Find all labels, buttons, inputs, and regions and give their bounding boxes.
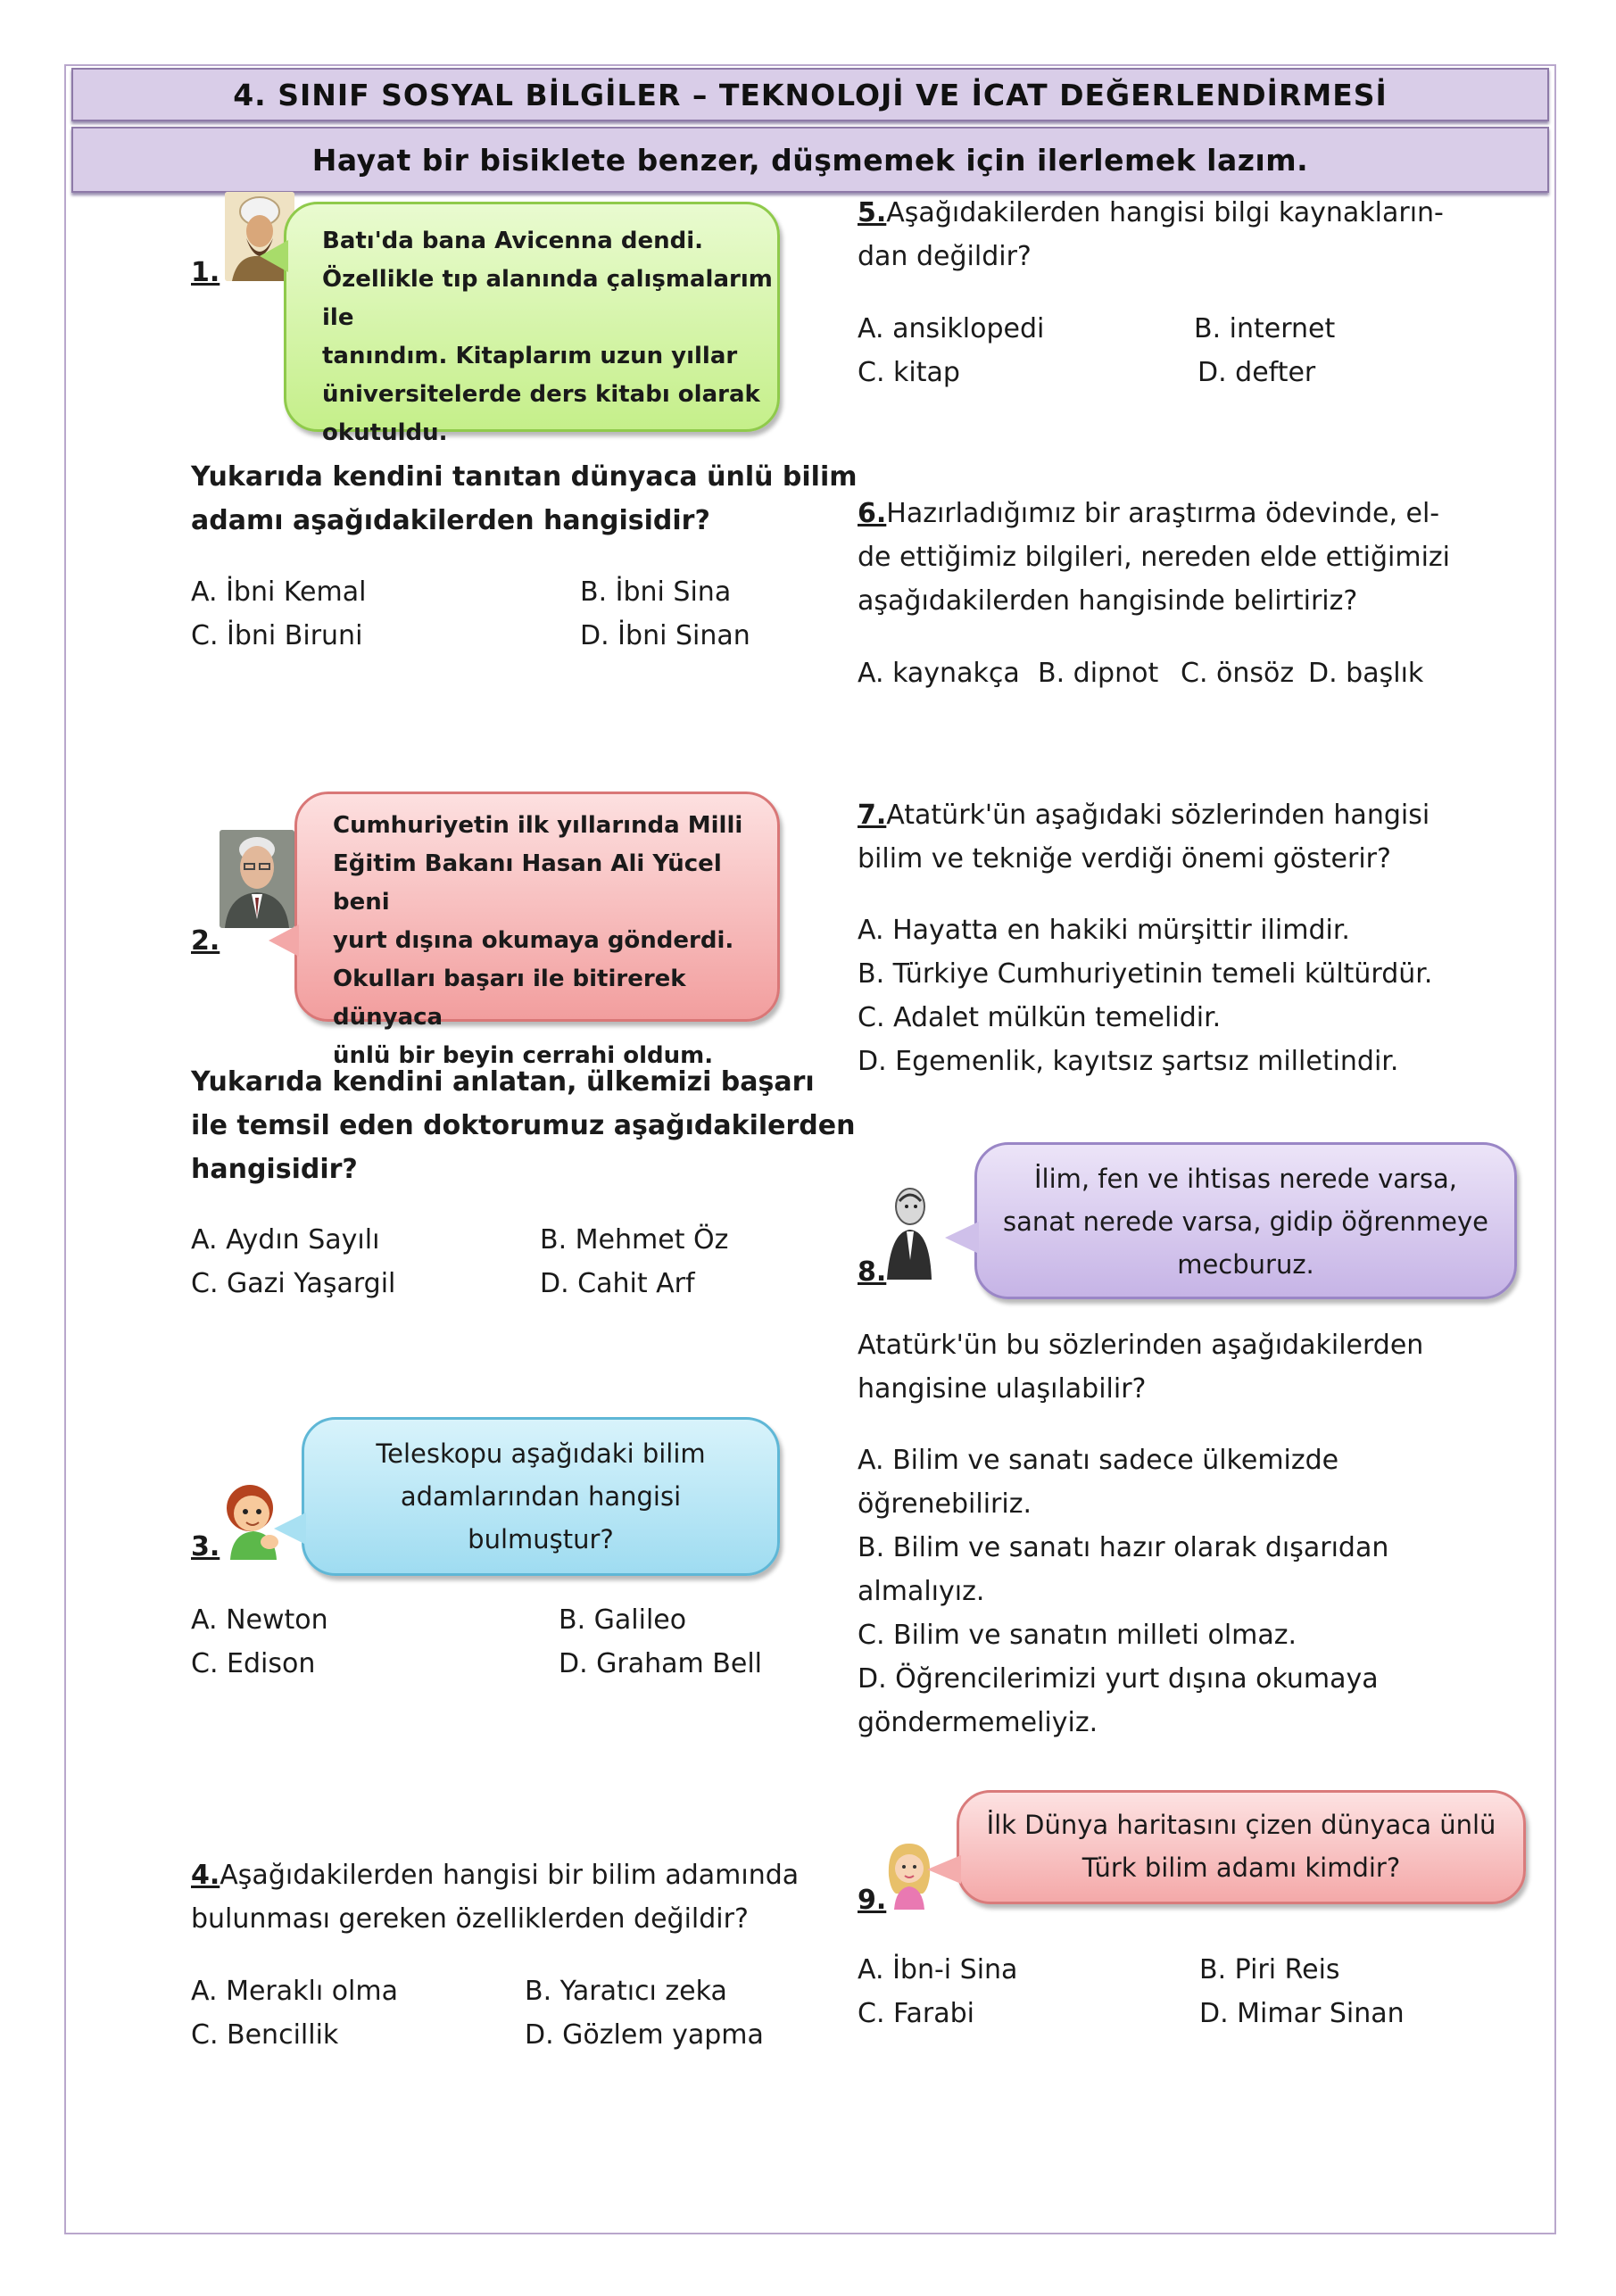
- option-d[interactable]: D. İbni Sinan: [580, 620, 750, 651]
- ataturk-portrait-icon: [883, 1180, 933, 1280]
- option-d[interactable]: D. Gözlem yapma: [525, 2019, 764, 2051]
- bubble-line: okutuldu.: [322, 419, 448, 446]
- option-a[interactable]: A. İbni Kemal: [191, 576, 367, 608]
- option-a[interactable]: A. İbn-i Sina: [858, 1954, 1018, 1985]
- question-line: aşağıdakilerden hangisinde belirtiriz?: [858, 585, 1358, 617]
- option-a[interactable]: A. Meraklı olma: [191, 1976, 399, 2007]
- question-text-q7: [858, 793, 1430, 881]
- question-number: 7.: [858, 800, 887, 831]
- bubble-line: Teleskopu aşağıdaki bilim: [376, 1438, 706, 1469]
- option-c[interactable]: C. Adalet mülkün temelidir.: [858, 1002, 1222, 1033]
- question-line: Yukarıda kendini tanıtan dünyaca ünlü bilim: [191, 461, 858, 493]
- question-line: Yukarıda kendini anlatan, ülkemizi başarı: [191, 1066, 815, 1098]
- option-d[interactable]: D. başlık: [1308, 658, 1424, 689]
- question-text-q5: [858, 191, 1444, 278]
- doctor-portrait-icon: [220, 830, 294, 928]
- question-line: hangisine ulaşılabilir?: [858, 1373, 1147, 1405]
- option-b[interactable]: B. Türkiye Cumhuriyetinin temeli kültürdür.: [858, 958, 1433, 990]
- question-text-q2: [191, 1060, 855, 1191]
- bubble-line: Batı'da bana Avicenna dendi.: [322, 228, 704, 254]
- option-c[interactable]: C. Bencillik: [191, 2019, 339, 2051]
- bubble-line: Okulları başarı ile bitirerek dünyaca: [333, 966, 686, 1031]
- question-number: 6.: [858, 498, 887, 529]
- question-line: bulunması gereken özelliklerden değildir?: [191, 1903, 749, 1935]
- question-line-text: Atatürk'ün aşağıdaki sözlerinden hangisi: [886, 800, 1430, 831]
- option-c[interactable]: C. Bilim ve sanatın milleti olmaz.: [858, 1620, 1297, 1651]
- option-b[interactable]: B. Galileo: [559, 1604, 687, 1636]
- question-number: 1.: [191, 257, 220, 288]
- option-c[interactable]: C. İbni Biruni: [191, 620, 363, 651]
- option-c[interactable]: C. Farabi: [858, 1998, 975, 2029]
- option-a[interactable]: A. ansiklopedi: [858, 313, 1045, 344]
- bubble-line: ünlü bir beyin cerrahi oldum.: [333, 1042, 714, 1069]
- option-c[interactable]: C. Edison: [191, 1648, 316, 1679]
- option-b[interactable]: B. İbni Sina: [580, 576, 732, 608]
- question-line: [858, 793, 1430, 837]
- question-line: de ettiğimiz bilgileri, nereden elde ettiğimizi: [858, 542, 1451, 573]
- question-line: [191, 1853, 799, 1897]
- question-text-q4: [191, 1853, 799, 1941]
- question-line-text: Aşağıdakilerden hangisi bir bilim adamında: [220, 1860, 800, 1891]
- option-d-cont: göndermemeliyiz.: [858, 1707, 1098, 1738]
- option-d[interactable]: D. Öğrencilerimizi yurt dışına okumaya: [858, 1663, 1379, 1695]
- bubble-line: üniversitelerde ders kitabı olarak: [322, 381, 760, 408]
- speech-bubble-q9: [957, 1790, 1526, 1904]
- question-number: 9.: [858, 1885, 887, 1916]
- option-c[interactable]: C. kitap: [858, 357, 960, 388]
- bubble-line: yurt dışına okumaya gönderdi.: [333, 927, 734, 954]
- bubble-line: Eğitim Bakanı Hasan Ali Yücel beni: [333, 850, 722, 916]
- question-number: 8.: [858, 1256, 887, 1288]
- speech-bubble-q8: [974, 1142, 1517, 1299]
- option-b-cont: almalıyız.: [858, 1576, 985, 1607]
- speech-bubble-q1: [284, 202, 780, 446]
- question-line: bilim ve tekniğe verdiği önemi gösterir?: [858, 843, 1391, 874]
- option-a[interactable]: A. Hayatta en hakiki mürşittir ilimdir.: [858, 915, 1350, 946]
- question-line: Atatürk'ün bu sözlerinden aşağıdakilerden: [858, 1330, 1424, 1361]
- option-c[interactable]: C. önsöz: [1181, 658, 1295, 689]
- bubble-line: Özellikle tıp alanında çalışmalarım ile: [322, 266, 773, 331]
- option-d[interactable]: D. Cahit Arf: [540, 1268, 695, 1299]
- question-number: 2.: [191, 925, 220, 957]
- page-title: 4. SINIF SOSYAL BİLGİLER – TEKNOLOJİ VE İCAT DEĞERLENDİRMESİ: [71, 68, 1549, 121]
- question-line: [858, 492, 1450, 535]
- option-a[interactable]: A. Aydın Sayılı: [191, 1224, 380, 1256]
- question-line: ile temsil eden doktorumuz aşağıdakilerden: [191, 1110, 856, 1141]
- speech-bubble-q3: [302, 1417, 780, 1576]
- option-a-cont: öğrenebiliriz.: [858, 1488, 1032, 1520]
- bubble-line: İlim, fen ve ihtisas nerede varsa,: [1033, 1164, 1458, 1194]
- options-list-q8: [858, 1438, 1388, 1745]
- option-d[interactable]: D. Mimar Sinan: [1199, 1998, 1405, 2029]
- question-text-q6: [858, 492, 1450, 623]
- bubble-line: sanat nerede varsa, gidip öğrenmeye: [1003, 1206, 1488, 1237]
- question-number: 5.: [858, 197, 887, 228]
- bubble-line: adamlarından hangisi: [400, 1481, 682, 1512]
- option-a[interactable]: A. Bilim ve sanatı sadece ülkemizde: [858, 1445, 1339, 1476]
- option-b[interactable]: B. internet: [1194, 313, 1336, 344]
- option-b[interactable]: B. Bilim ve sanatı hazır olarak dışarıdan: [858, 1532, 1389, 1563]
- motto-banner: Hayat bir bisiklete benzer, düşmemek için ilerlemek lazım.: [71, 127, 1549, 193]
- bubble-line: tanındım. Kitaplarım uzun yıllar: [322, 343, 738, 369]
- option-c[interactable]: C. Gazi Yaşargil: [191, 1268, 396, 1299]
- option-d[interactable]: D. Egemenlik, kayıtsız şartsız milletindir.: [858, 1046, 1399, 1077]
- option-b[interactable]: B. Piri Reis: [1199, 1954, 1340, 1985]
- question-line-text: Hazırladığımız bir araştırma ödevinde, el-: [886, 498, 1440, 529]
- question-text-q8: [858, 1323, 1423, 1411]
- option-a[interactable]: A. Newton: [191, 1604, 328, 1636]
- option-d[interactable]: D. Graham Bell: [559, 1648, 763, 1679]
- speech-bubble-q2: [294, 792, 780, 1069]
- bubble-line: İlk Dünya haritasını çizen dünyaca ünlü: [986, 1810, 1496, 1840]
- bubble-line: mecburuz.: [1177, 1249, 1314, 1280]
- option-b[interactable]: B. Yaratıcı zeka: [525, 1976, 727, 2007]
- question-line-text: Aşağıdakilerden hangisi bilgi kaynakların-: [886, 197, 1444, 228]
- question-text-q1: [191, 455, 857, 543]
- option-a[interactable]: A. kaynakça: [858, 658, 1020, 689]
- question-line: adamı aşağıdakilerden hangisidir?: [191, 505, 710, 536]
- question-number: 3.: [191, 1531, 220, 1562]
- question-line: hangisidir?: [191, 1154, 358, 1185]
- option-d[interactable]: D. defter: [1197, 357, 1316, 388]
- option-b[interactable]: B. Mehmet Öz: [540, 1224, 729, 1256]
- question-line: [858, 191, 1444, 235]
- bubble-line: Cumhuriyetin ilk yıllarında Milli: [333, 812, 743, 839]
- question-line: dan değildir?: [858, 241, 1032, 272]
- bubble-line: bulmuştur?: [468, 1524, 614, 1554]
- bubble-line: Türk bilim adamı kimdir?: [1081, 1853, 1401, 1883]
- option-b[interactable]: B. dipnot: [1038, 658, 1159, 689]
- question-number: 4.: [191, 1860, 220, 1891]
